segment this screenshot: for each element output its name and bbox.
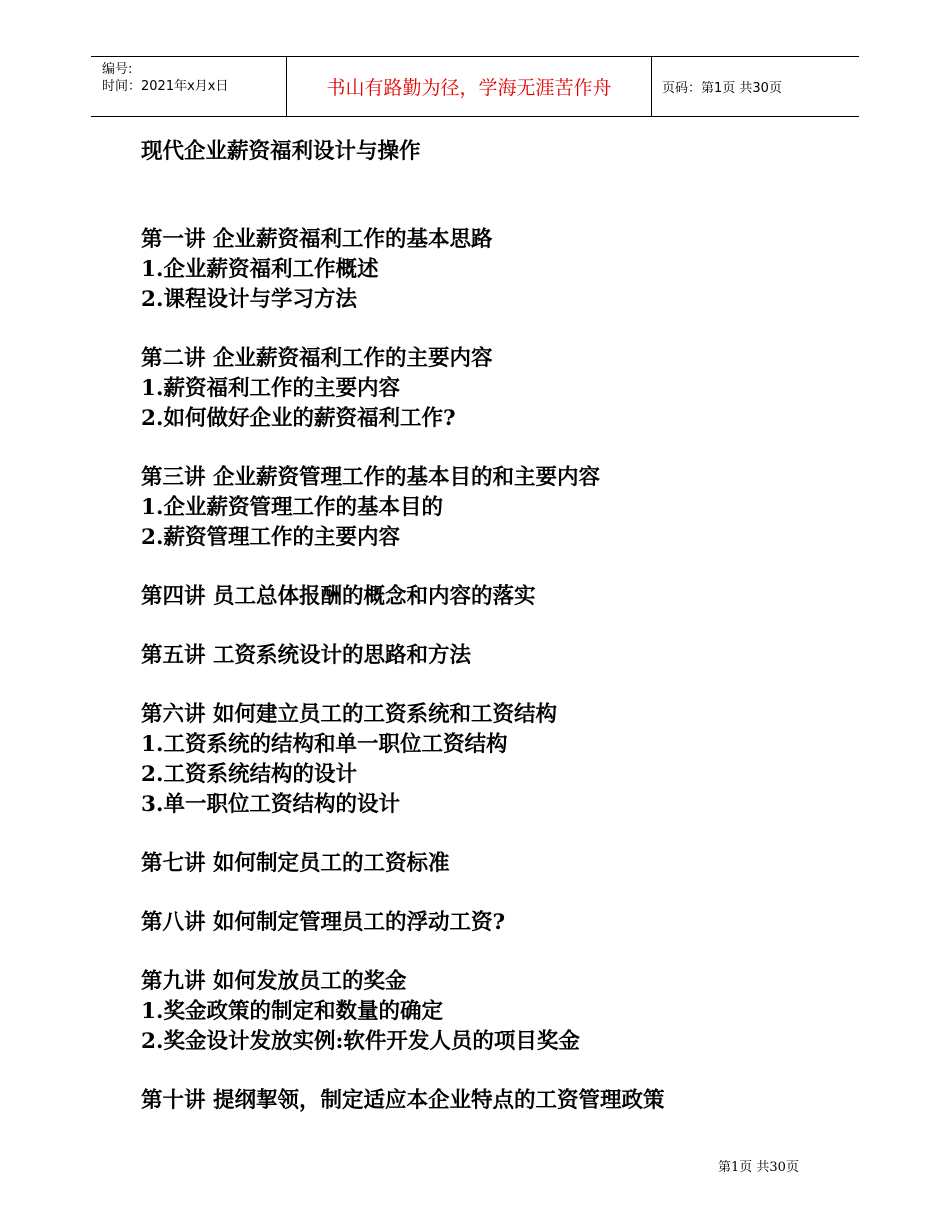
lecture-section — [141, 463, 861, 553]
lecture-heading: 第九讲 如何发放员工的奖金 — [141, 969, 407, 994]
header-time-label: 时间：2021年x月x日 — [102, 79, 229, 94]
header-number-label: 编号: — [102, 62, 133, 77]
lecture-heading: 第七讲 如何制定员工的工资标准 — [141, 851, 450, 876]
lecture-heading: 第四讲 员工总体报酬的概念和内容的落实 — [141, 584, 536, 609]
lecture-subitem: 2.工资系统结构的设计 — [141, 762, 357, 787]
lecture-section — [141, 908, 861, 938]
lecture-section — [141, 582, 861, 612]
document-title: 现代企业薪资福利设计与操作 — [141, 139, 421, 164]
lecture-section — [141, 344, 861, 434]
lecture-subitem: 2.薪资管理工作的主要内容 — [141, 525, 400, 550]
header-motto: 书山有路勤为径，学海无涯苦作舟 — [287, 57, 652, 116]
lecture-heading: 第八讲 如何制定管理员工的浮动工资? — [141, 910, 506, 935]
lecture-heading: 第三讲 企业薪资管理工作的基本目的和主要内容 — [141, 465, 600, 490]
lecture-heading: 第六讲 如何建立员工的工资系统和工资结构 — [141, 702, 557, 727]
lecture-section — [141, 849, 861, 879]
lecture-heading: 第一讲 企业薪资福利工作的基本思路 — [141, 227, 493, 252]
lecture-subitem: 3.单一职位工资结构的设计 — [141, 792, 400, 817]
lecture-section — [141, 225, 861, 315]
lecture-subitem: 2.如何做好企业的薪资福利工作? — [141, 406, 456, 431]
lecture-section — [141, 967, 861, 1057]
lecture-subitem: 1.企业薪资管理工作的基本目的 — [141, 495, 443, 520]
document-body — [141, 137, 861, 1145]
document-header — [91, 56, 859, 117]
header-page-info: 页码：第1页 共30页 — [662, 81, 782, 96]
lecture-section — [141, 700, 861, 820]
lecture-subitem: 1.工资系统的结构和单一职位工资结构 — [141, 732, 508, 757]
lecture-list — [141, 225, 861, 1116]
footer-page-info: 第1页 共30页 — [718, 1160, 799, 1175]
lecture-subitem: 1.奖金政策的制定和数量的确定 — [141, 999, 443, 1024]
lecture-heading: 第十讲 提纲挈领，制定适应本企业特点的工资管理政策 — [141, 1088, 665, 1113]
lecture-subitem: 2.奖金设计发放实例:软件开发人员的项目奖金 — [141, 1029, 580, 1054]
lecture-section — [141, 1086, 861, 1116]
header-meta-cell — [91, 57, 287, 116]
lecture-heading: 第五讲 工资系统设计的思路和方法 — [141, 643, 471, 668]
lecture-subitem: 1.企业薪资福利工作概述 — [141, 257, 379, 282]
lecture-subitem: 2.课程设计与学习方法 — [141, 287, 357, 312]
lecture-heading: 第二讲 企业薪资福利工作的主要内容 — [141, 346, 493, 371]
lecture-subitem: 1.薪资福利工作的主要内容 — [141, 376, 400, 401]
lecture-section — [141, 641, 861, 671]
